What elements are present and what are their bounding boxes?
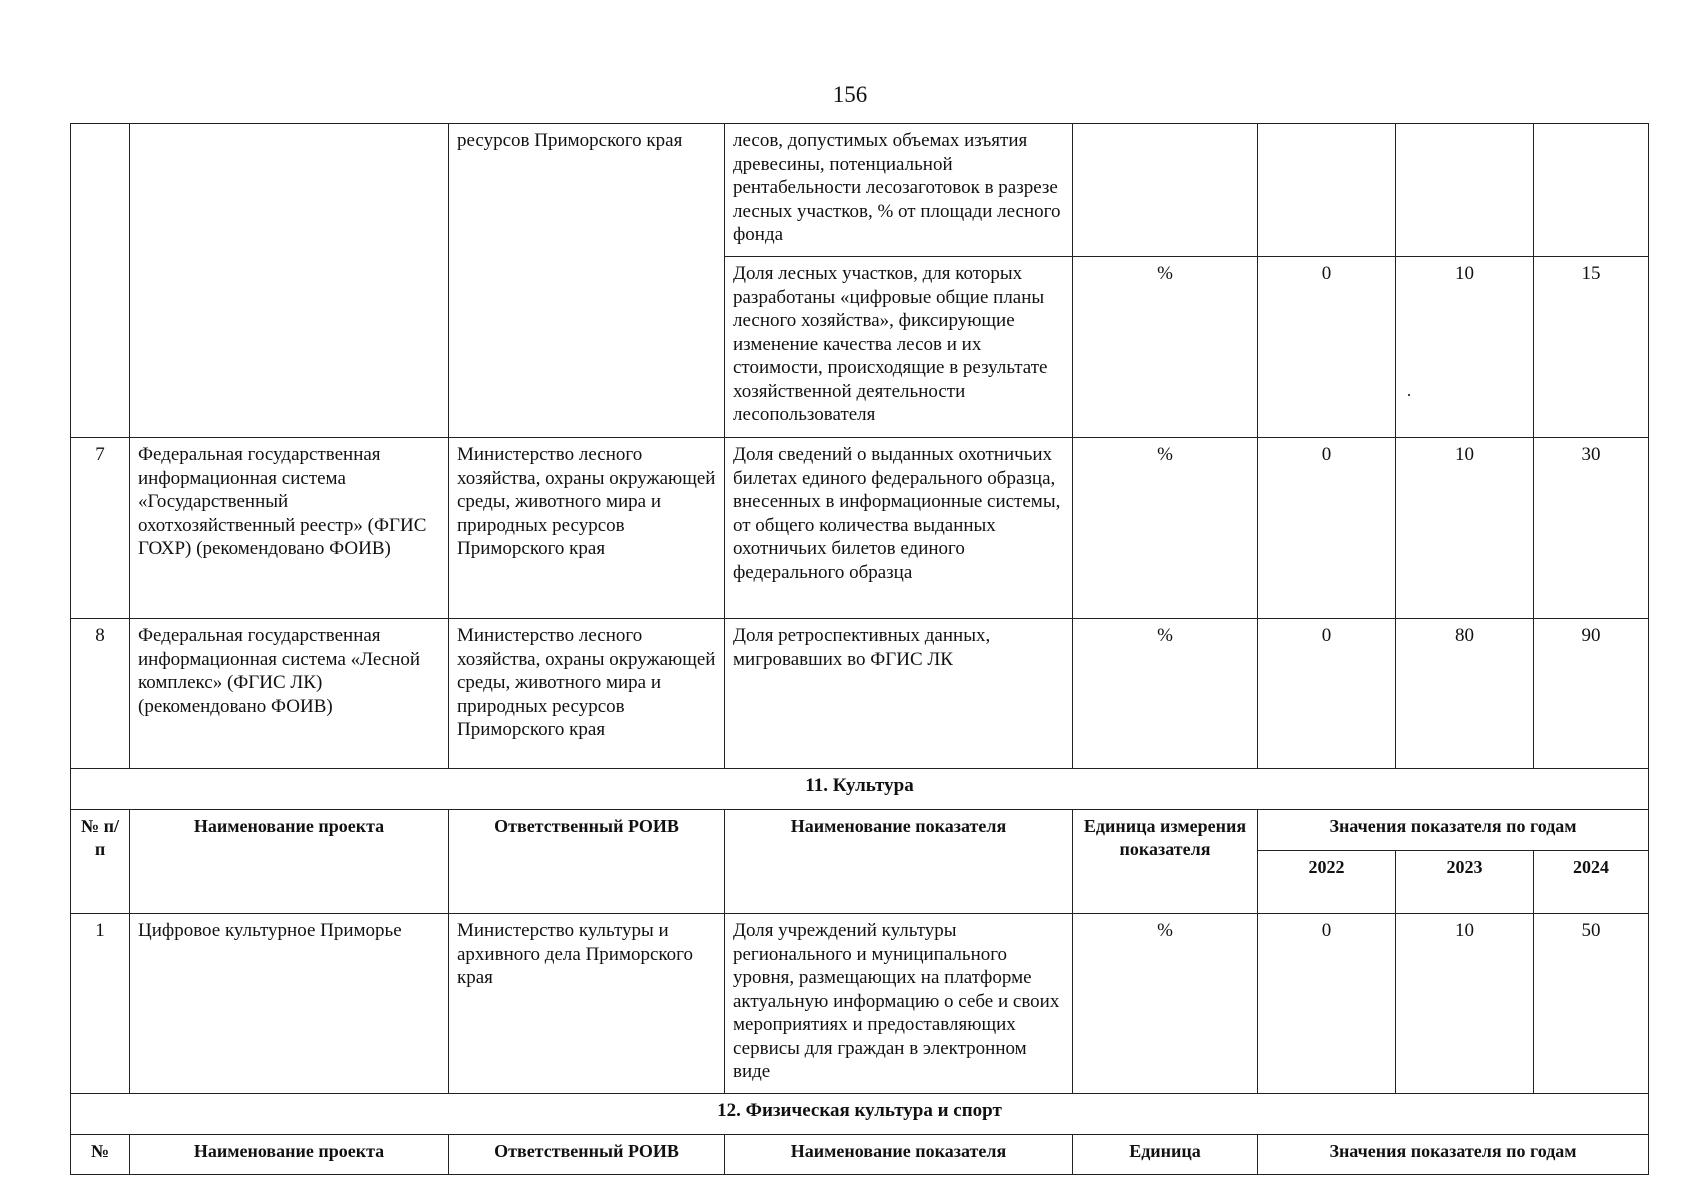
header-indicator: Наименование показателя — [725, 810, 1073, 914]
unit-cell: % — [1073, 438, 1258, 619]
value-2023-cell: 10 — [1396, 914, 1534, 1094]
header-year-2023: 2023 — [1396, 851, 1534, 914]
unit-cell: % — [1073, 257, 1258, 438]
header-num: № п/п — [71, 810, 130, 914]
row-number: 7 — [71, 438, 130, 619]
roiv-cell: Министерство лесного хозяйства, охраны окружающей среды, животного мира и природных ресурсов Приморского края — [449, 438, 725, 619]
header-project: Наименование проекта — [130, 1135, 449, 1175]
unit-cell: % — [1073, 914, 1258, 1094]
project-cell: Федеральная государственная информационная система «Лесной комплекс» (ФГИС ЛК) (рекомендовано ФОИВ) — [130, 619, 449, 769]
roiv-cell: Министерство культуры и архивного дела Приморского края — [449, 914, 725, 1094]
project-cell: Цифровое культурное Приморье — [130, 914, 449, 1094]
header-unit: Единица — [1073, 1135, 1258, 1175]
value-2024-cell: 90 — [1534, 619, 1649, 769]
header-roiv: Ответственный РОИВ — [449, 1135, 725, 1175]
indicator-cell: лесов, допустимых объемах изъятия древесины, потенциальной рентабельности лесозаготовок в разрезе лесных участков, % от площади лесного фонда — [725, 124, 1073, 257]
roiv-cell: ресурсов Приморского края — [449, 124, 725, 438]
header-values-group: Значения показателя по годам — [1258, 810, 1649, 851]
header-row — [71, 1135, 1649, 1175]
table-row — [71, 914, 1649, 1094]
indicators-table — [70, 123, 1649, 1175]
table-row — [71, 438, 1649, 619]
value-2024-cell: 15 — [1534, 257, 1649, 438]
header-indicator: Наименование показателя — [725, 1135, 1073, 1175]
header-project: Наименование проекта — [130, 810, 449, 914]
section-title: 12. Физическая культура и спорт — [71, 1094, 1649, 1135]
header-roiv: Ответственный РОИВ — [449, 810, 725, 914]
section-row — [71, 769, 1649, 810]
indicator-cell: Доля учреждений культуры регионального и муниципального уровня, размещающих на платформе актуальную информацию о себе и своих мероприятиях и предоставляющих сервисы для граждан в электронном виде — [725, 914, 1073, 1094]
value-2022-cell: 0 — [1258, 619, 1396, 769]
value-2022-cell — [1258, 124, 1396, 257]
indicator-cell: Доля ретроспективных данных, мигровавших во ФГИС ЛК — [725, 619, 1073, 769]
scan-speck — [1408, 394, 1410, 396]
unit-cell: % — [1073, 619, 1258, 769]
table-row — [71, 124, 1649, 257]
value-2022-cell: 0 — [1258, 438, 1396, 619]
value-2023-cell: 10 — [1396, 257, 1534, 438]
header-unit: Единица измерения показателя — [1073, 810, 1258, 914]
roiv-cell: Министерство лесного хозяйства, охраны окружающей среды, животного мира и природных ресурсов Приморского края — [449, 619, 725, 769]
value-2024-cell: 50 — [1534, 914, 1649, 1094]
indicator-cell: Доля сведений о выданных охотничьих билетах единого федерального образца, внесенных в информационные системы, от общего количества выданных охотничьих билетов единого федерального образца — [725, 438, 1073, 619]
unit-cell — [1073, 124, 1258, 257]
value-2023-cell: 10 — [1396, 438, 1534, 619]
value-2024-cell — [1534, 124, 1649, 257]
value-2022-cell: 0 — [1258, 914, 1396, 1094]
header-num: № — [71, 1135, 130, 1175]
section-row — [71, 1094, 1649, 1135]
project-cell: Федеральная государственная информационная система «Государственный охотхозяйственный реестр» (ФГИС ГОХР) (рекомендовано ФОИВ) — [130, 438, 449, 619]
page-number: 156 — [832, 82, 868, 107]
row-number: 1 — [71, 914, 130, 1094]
num-cell — [71, 124, 130, 438]
table-row — [71, 619, 1649, 769]
project-cell — [130, 124, 449, 438]
header-year-2024: 2024 — [1534, 851, 1649, 914]
value-2023-cell: 80 — [1396, 619, 1534, 769]
value-2022-cell: 0 — [1258, 257, 1396, 438]
header-year-2022: 2022 — [1258, 851, 1396, 914]
header-values-group: Значения показателя по годам — [1258, 1135, 1649, 1175]
value-2023-cell — [1396, 124, 1534, 257]
header-row — [71, 810, 1649, 851]
indicator-cell: Доля лесных участков, для которых разработаны «цифровые общие планы лесного хозяйства», фиксирующие изменение качества лесов и их стоимости, происходящие в результате хозяйственной деятельности лесопользователя — [725, 257, 1073, 438]
value-2024-cell: 30 — [1534, 438, 1649, 619]
row-number: 8 — [71, 619, 130, 769]
section-title: 11. Культура — [71, 769, 1649, 810]
